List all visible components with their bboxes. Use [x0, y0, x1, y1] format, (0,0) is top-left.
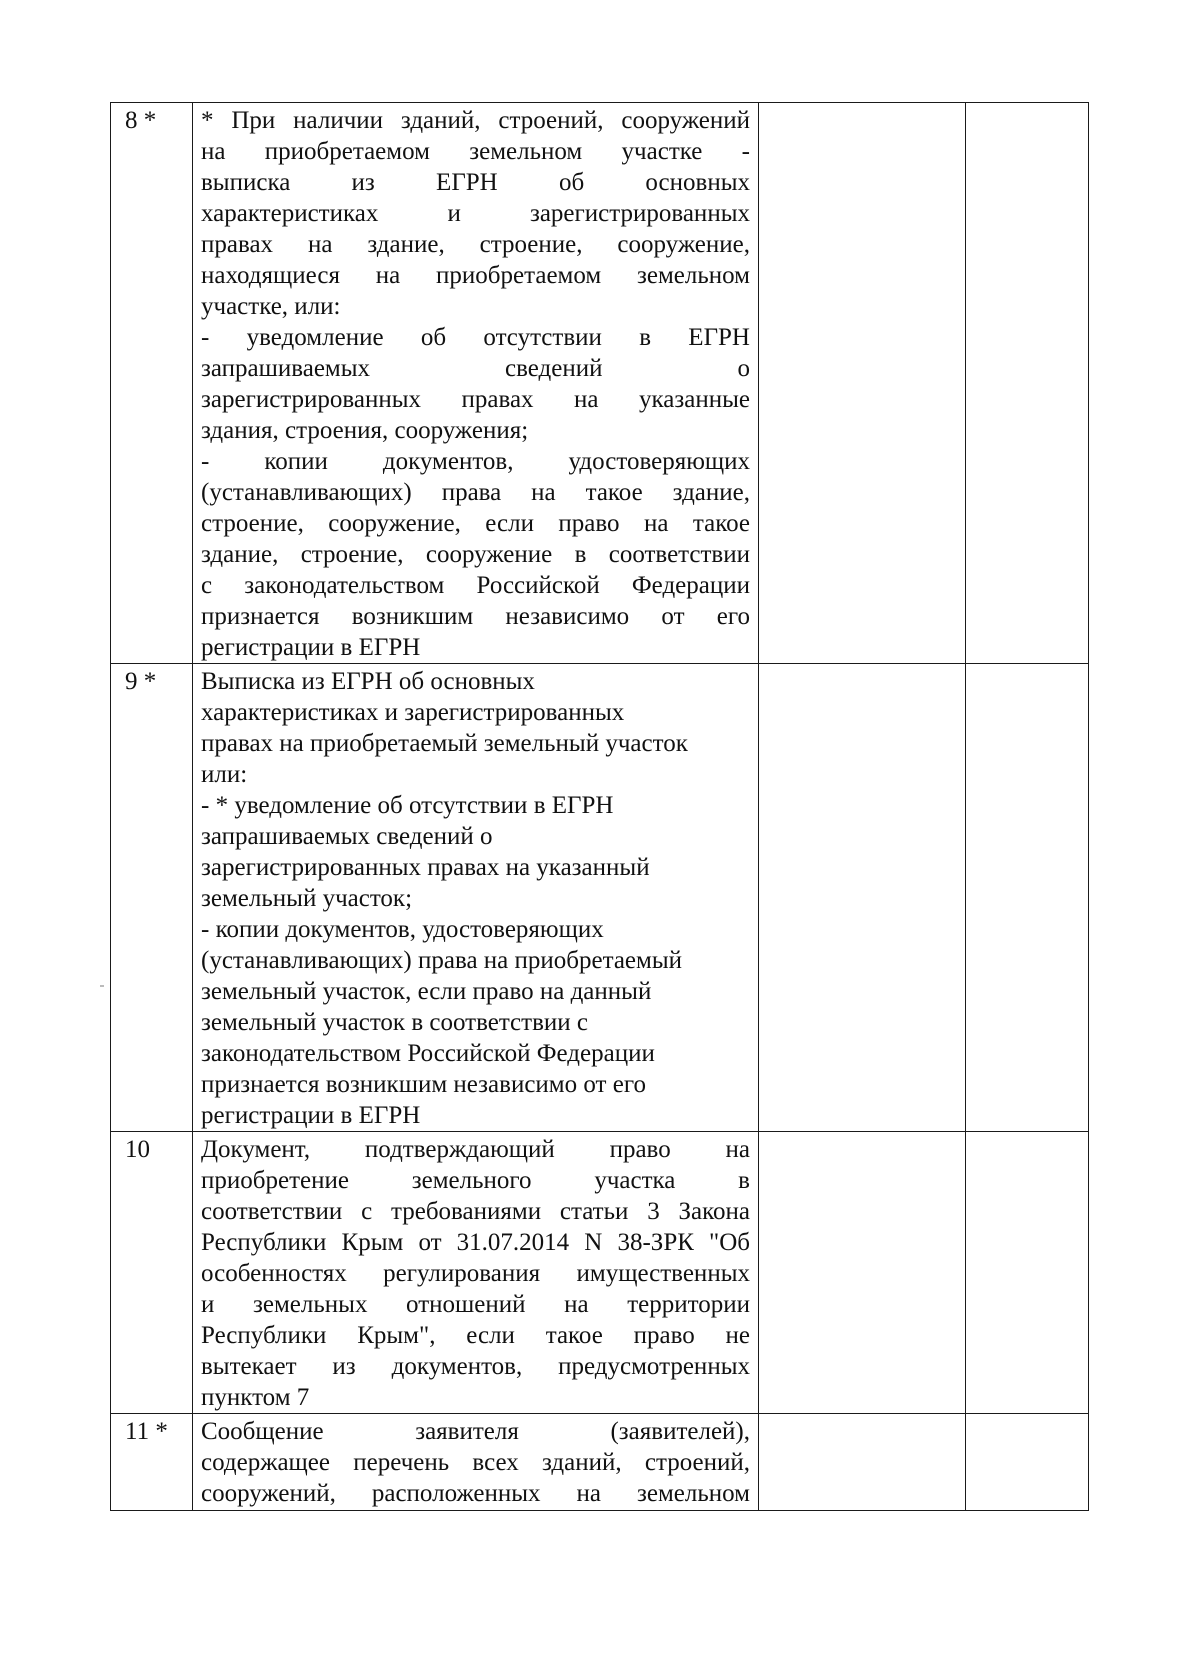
text-line: с законодательством Российской Федерации	[201, 572, 750, 599]
text-line: * При наличии зданий, строений, сооружений	[201, 107, 750, 134]
empty-cell	[966, 1132, 1089, 1414]
text-line: (устанавливающих) права на приобретаемый	[201, 947, 683, 974]
row-number: 11 *	[125, 1418, 168, 1445]
text-line: регистрации в ЕГРН	[201, 634, 421, 661]
text-line: регистрации в ЕГРН	[201, 1102, 421, 1129]
table-row	[111, 1414, 1089, 1511]
row-text	[201, 1416, 750, 1509]
text-line: земельный участок, если право на данный	[201, 978, 652, 1005]
text-line: - уведомление об отсутствии в ЕГРН	[201, 324, 750, 351]
text-line: сооружений, расположенных на земельном	[201, 1480, 750, 1507]
text-line: запрашиваемых сведений о	[201, 355, 750, 382]
table-row	[111, 664, 1089, 1132]
table-row	[111, 1132, 1089, 1414]
empty-cell	[966, 664, 1089, 1132]
text-line: земельный участок в соответствии с	[201, 1009, 588, 1036]
text-line: Республики Крым", если такое право не	[201, 1322, 750, 1349]
text-line: Выписка из ЕГРН об основных	[201, 668, 535, 695]
empty-cell	[966, 1414, 1089, 1511]
text-line: признается возникшим независимо от его	[201, 603, 750, 630]
row-text-cell	[193, 1414, 759, 1511]
text-line: земельный участок;	[201, 885, 413, 912]
text-line: правах на здание, строение, сооружение,	[201, 231, 750, 258]
empty-cell	[759, 1414, 966, 1511]
row-text-cell	[193, 1132, 759, 1414]
text-line: и земельных отношений на территории	[201, 1291, 750, 1318]
text-line: законодательством Российской Федерации	[201, 1040, 655, 1067]
row-text	[201, 1134, 750, 1413]
text-line: Сообщение заявителя (заявителей),	[201, 1418, 750, 1445]
empty-cell	[759, 664, 966, 1132]
documents-table-body	[111, 103, 1089, 1511]
text-line: - копии документов, удостоверяющих	[201, 916, 604, 943]
text-line: приобретение земельного участка в	[201, 1167, 750, 1194]
text-line: выписка из ЕГРН об основных	[201, 169, 750, 196]
text-line: здания, строения, сооружения;	[201, 417, 529, 444]
text-line: на приобретаемом земельном участке -	[201, 138, 750, 165]
row-text	[201, 666, 750, 1131]
text-line: - * уведомление об отсутствии в ЕГРН	[201, 792, 614, 819]
text-line: зарегистрированных правах на указанные	[201, 386, 750, 413]
scan-speck	[100, 985, 104, 987]
row-number: 10	[125, 1136, 150, 1163]
text-line: Республики Крым от 31.07.2014 N 38-ЗРК "Об	[201, 1229, 750, 1256]
text-line: содержащее перечень всех зданий, строений,	[201, 1449, 750, 1476]
row-number: 8 *	[125, 107, 157, 134]
text-line: соответствии с требованиями статьи 3 Закона	[201, 1198, 750, 1225]
text-line: вытекает из документов, предусмотренных	[201, 1353, 750, 1380]
row-text-cell	[193, 664, 759, 1132]
text-line: запрашиваемых сведений о	[201, 823, 493, 850]
text-line: характеристиках и зарегистрированных	[201, 699, 625, 726]
text-line: или:	[201, 761, 248, 788]
text-line: признается возникшим независимо от его	[201, 1071, 646, 1098]
row-number-cell	[111, 1132, 193, 1414]
row-number-cell	[111, 103, 193, 664]
empty-cell	[759, 1132, 966, 1414]
row-number-cell	[111, 664, 193, 1132]
empty-cell	[759, 103, 966, 664]
text-line: правах на приобретаемый земельный участок	[201, 730, 688, 757]
text-line: строение, сооружение, если право на такое	[201, 510, 750, 537]
text-line: характеристиках и зарегистрированных	[201, 200, 750, 227]
text-line: находящиеся на приобретаемом земельном	[201, 262, 750, 289]
text-line: зарегистрированных правах на указанный	[201, 854, 650, 881]
documents-table	[110, 102, 1089, 1511]
row-number-cell	[111, 1414, 193, 1511]
text-line: (устанавливающих) права на такое здание,	[201, 479, 750, 506]
table-row	[111, 103, 1089, 664]
text-line: пунктом 7	[201, 1384, 310, 1411]
text-line: - копии документов, удостоверяющих	[201, 448, 750, 475]
row-text-cell	[193, 103, 759, 664]
text-line: участке, или:	[201, 293, 341, 320]
row-number: 9 *	[125, 668, 157, 695]
text-line: особенностях регулирования имущественных	[201, 1260, 750, 1287]
row-text	[201, 105, 750, 663]
empty-cell	[966, 103, 1089, 664]
text-line: Документ, подтверждающий право на	[201, 1136, 750, 1163]
text-line: здание, строение, сооружение в соответствии	[201, 541, 750, 568]
